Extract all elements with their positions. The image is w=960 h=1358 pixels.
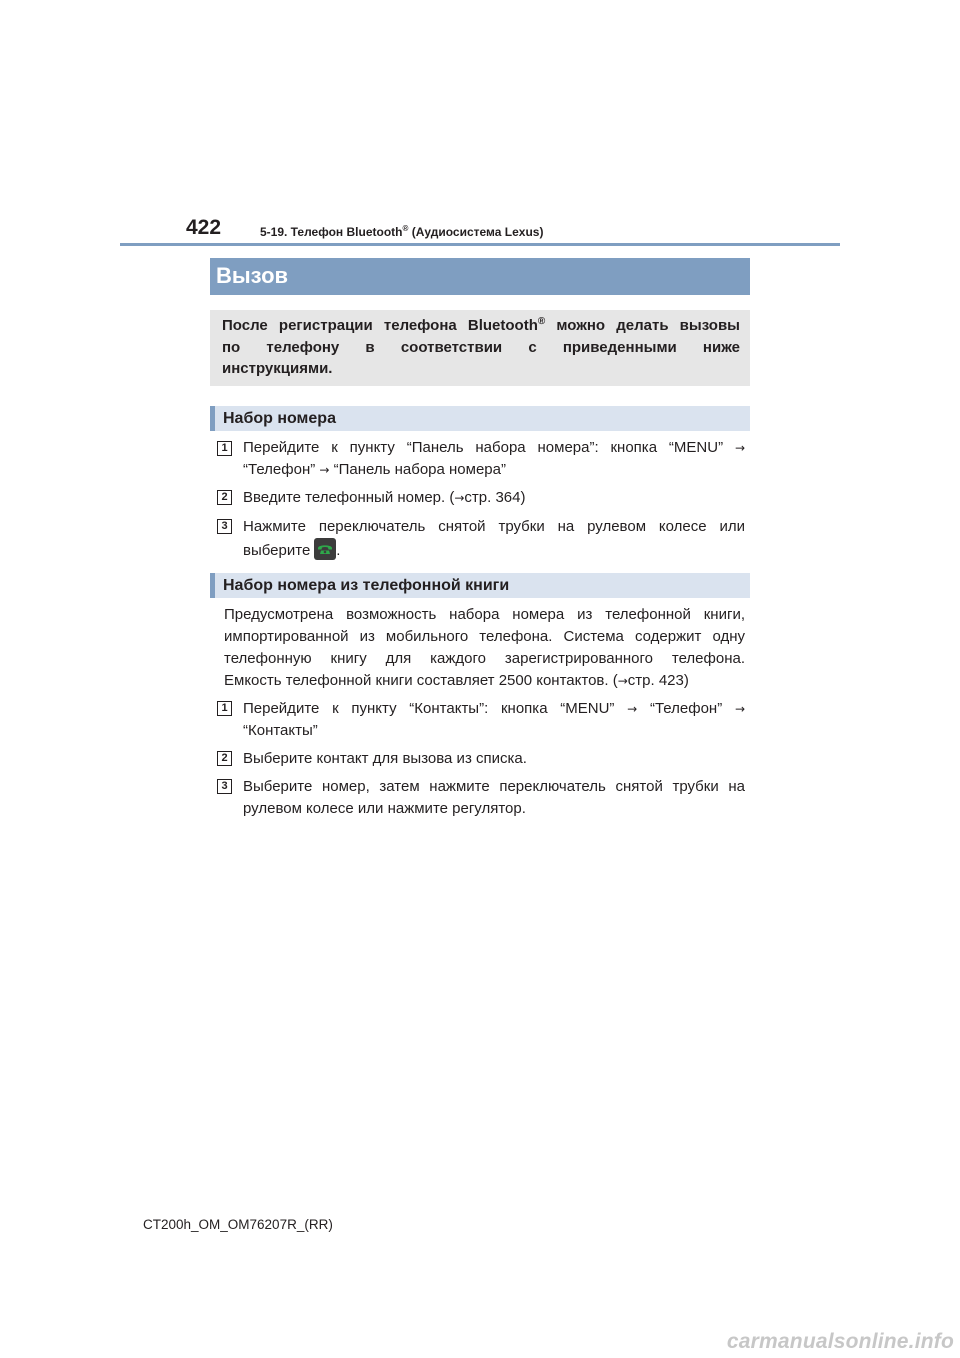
arrow-icon: → [617, 674, 628, 688]
step-text-2: Выберите контакт для вызова из списка. [243, 750, 527, 767]
page-title-bar [210, 258, 750, 295]
step-badge-1: 1 [217, 701, 232, 716]
intro-box [210, 310, 750, 386]
step-text-3: Выберите номер, затем нажмите переключатель снятой трубки на рулевом колесе или нажмите регулятор. [243, 778, 745, 817]
arrow-icon: → [734, 702, 745, 716]
step-text-2: Введите телефонный номер. (→стр. 364) [243, 489, 526, 506]
step-badge-2: 2 [217, 751, 232, 766]
header-rule [120, 243, 840, 246]
intro-text: После регистрации телефона Bluetooth® можно делать вызовы по телефону в соответствии с приведенными ниже инструкциями. [222, 316, 740, 377]
step-text-1: Перейдите к пункту “Панель набора номера”: кнопка “MENU” → “Телефон” → “Панель набора номера” [243, 439, 745, 478]
step-badge-3: 3 [217, 779, 232, 794]
step-text-1: Перейдите к пункту “Контакты”: кнопка “MENU” → “Телефон” → “Контакты” [243, 700, 745, 739]
arrow-icon: → [454, 491, 465, 505]
step-badge-2: 2 [217, 490, 232, 505]
phone-icon [314, 538, 336, 560]
arrow-icon: → [734, 441, 745, 455]
step-badge-3: 3 [217, 519, 232, 534]
section-title: 5-19. Телефон Bluetooth® (Аудиосистема Lexus) [260, 224, 544, 239]
document-code: CT200h_OM_OM76207R_(RR) [143, 1217, 333, 1232]
step-text-3: Нажмите переключатель снятой трубки на рулевом колесе или выберите . [243, 518, 745, 559]
subsection-heading-phonebook: Набор номера из телефонной книги [210, 573, 750, 598]
page-number: 422 [186, 216, 222, 239]
step-badge-1: 1 [217, 441, 232, 456]
subsection-heading-dial: Набор номера [210, 406, 750, 431]
watermark[interactable]: carmanualsonline.info [726, 1330, 954, 1353]
page-title: Вызов [216, 263, 289, 288]
arrow-icon: → [319, 463, 330, 477]
phonebook-paragraph: Предусмотрена возможность набора номера из телефонной книги, импортированной из мобильного телефона. Система содержит одну телефонную книгу для каждого зарегистрированного телефона. Емкость телефонной книги составляет 2500 контактов. (→стр. 423) [224, 606, 745, 689]
arrow-icon: → [627, 702, 638, 716]
